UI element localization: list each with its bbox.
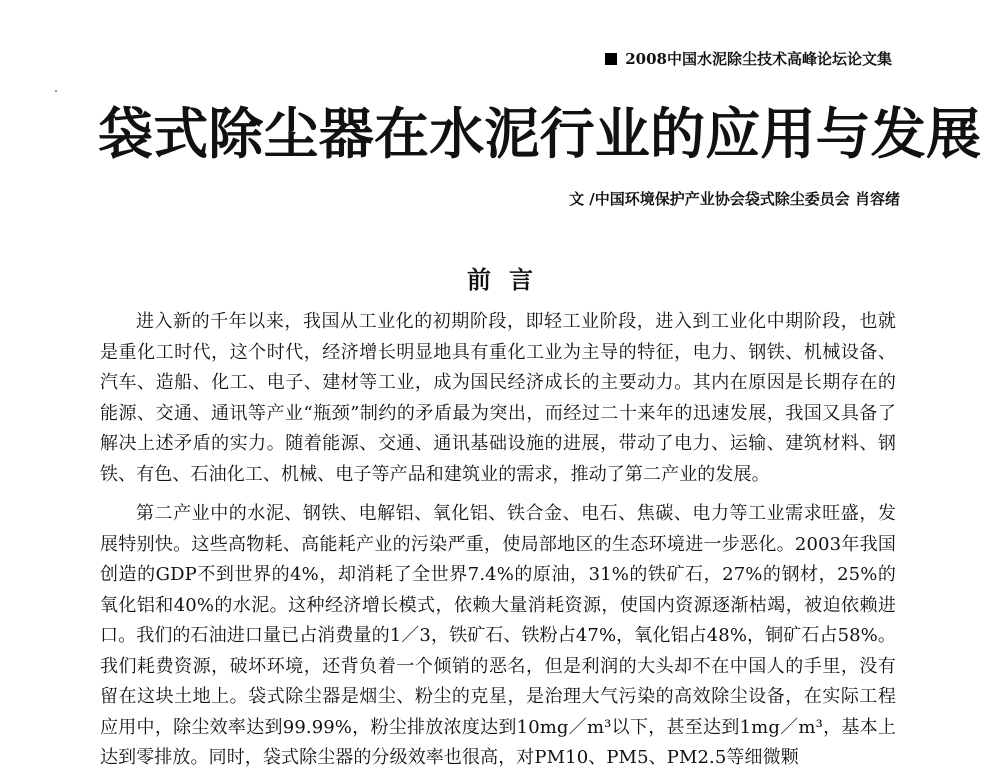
section-heading: 前言 bbox=[467, 265, 551, 294]
article-title: 袋式除尘器在水泥行业的应用与发展 bbox=[98, 102, 982, 166]
header-text: 2008中国水泥除尘技术高峰论坛论文集 bbox=[625, 50, 892, 68]
scan-speck bbox=[55, 90, 57, 92]
running-header bbox=[605, 48, 892, 69]
black-square-icon bbox=[605, 53, 617, 65]
paragraph: 进入新的千年以来，我国从工业化的初期阶段，即轻工业阶段，进入到工业化中期阶段，也就是重化工时代，这个时代，经济增长明显地具有重化工业为主导的特征，电力、钢铁、机械设备、汽车、造船、化工、电子、建材等工业，成为国民经济成长的主要动力。其内在原因是长期存在的能源、交通、通讯等产业“瓶颈”制约的矛盾最为突出，而经过二十来年的迅速发展，我国又具备了解决上述矛盾的实力。随着能源、交通、通讯基础设施的进展，带动了电力、运输、建筑材料、钢铁、有色、石油化工、机械、电子等产品和建筑业的需求，推动了第二产业的发展。 bbox=[100, 311, 896, 485]
paragraph: 第二产业中的水泥、钢铁、电解铝、氧化铝、铁合金、电石、焦碳、电力等工业需求旺盛，发展特别快。这些高物耗、高能耗产业的污染严重，使局部地区的生态环境进一步恶化。2003年我国创造的GDP不到世界的4%，却消耗了全世界7.4%的原油，31%的铁矿石，27%的钢材，25%的氧化铝和40%的水泥。这种经济增长模式，依赖大量消耗资源，使国内资源逐渐枯竭，被迫依赖进口。我们的石油进口量已占消费量的1／3，铁矿石、铁粉占47%，氧化铝占48%，铜矿石占58%。我们耗费资源，破坏环境，还背负着一个倾销的恶名，但是利润的大头却不在中国人的手里，没有留在这块土地上。袋式除尘器是烟尘、粉尘的克星，是治理大气污染的高效除尘设备，在实际工程应用中，除尘效率达到99.99%，粉尘排放浓度达到10mg／m³以下，甚至达到1mg／m³，基本上达到零排放。同时，袋式除尘器的分级效率也很高，对PM10、PM5、PM2.5等细微颗 bbox=[100, 503, 896, 768]
author-byline: 文 /中国环境保护产业协会袋式除尘委员会 肖容绪 bbox=[569, 190, 900, 208]
article-body bbox=[100, 307, 896, 774]
